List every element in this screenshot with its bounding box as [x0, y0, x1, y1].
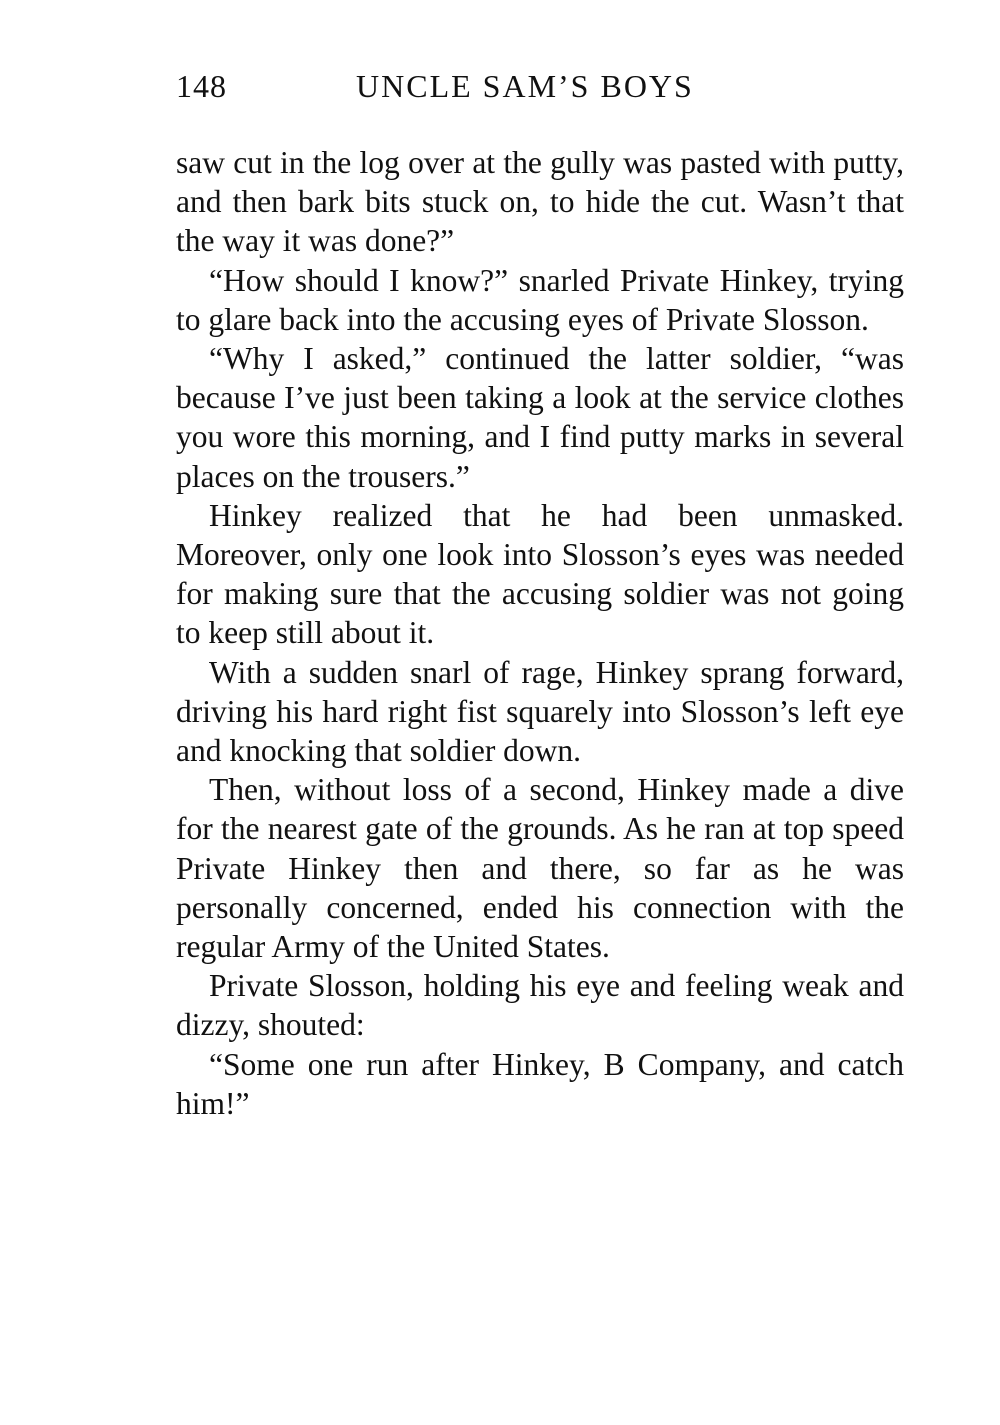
paragraph: Then, without loss of a second, Hinkey made a dive for the nearest gate of the grounds. As he ran at top speed Private Hinkey then and there, so far as he was personally concerned, ended his connection with the regular Army of the United States.	[176, 772, 904, 965]
paragraph: “How should I know?” snarled Private Hinkey, trying to glare back into the accusing eyes of Private Slosson.	[176, 262, 904, 337]
running-title: UNCLE SAM’S BOYS	[356, 68, 694, 104]
paragraph: “Why I asked,” continued the latter soldier, “was because I’ve just been taking a look at the service clothes you wore this morning, and I find putty marks in several places on the trousers.”	[176, 341, 904, 494]
paragraph: With a sudden snarl of rage, Hinkey sprang forward, driving his hard right fist squarely into Slosson’s left eye and knocking that soldier down.	[176, 654, 904, 769]
paragraph: Hinkey realized that he had been unmasked. Moreover, only one look into Slosson’s eyes was needed for making sure that the accusing soldier was not going to keep still about it.	[176, 497, 904, 651]
paragraph: “Some one run after Hinkey, B Company, and catch him!”	[176, 1046, 904, 1121]
paragraph: Private Slosson, holding his eye and feeling weak and dizzy, shouted:	[176, 968, 904, 1043]
page-number: 148	[176, 68, 227, 104]
paragraph-continued: saw cut in the log over at the gully was pasted with putty, and then bark bits stuck on, to hide the cut. Wasn’t that the way it was done?”	[176, 145, 904, 259]
body-text	[176, 143, 904, 1123]
running-head	[176, 64, 906, 108]
